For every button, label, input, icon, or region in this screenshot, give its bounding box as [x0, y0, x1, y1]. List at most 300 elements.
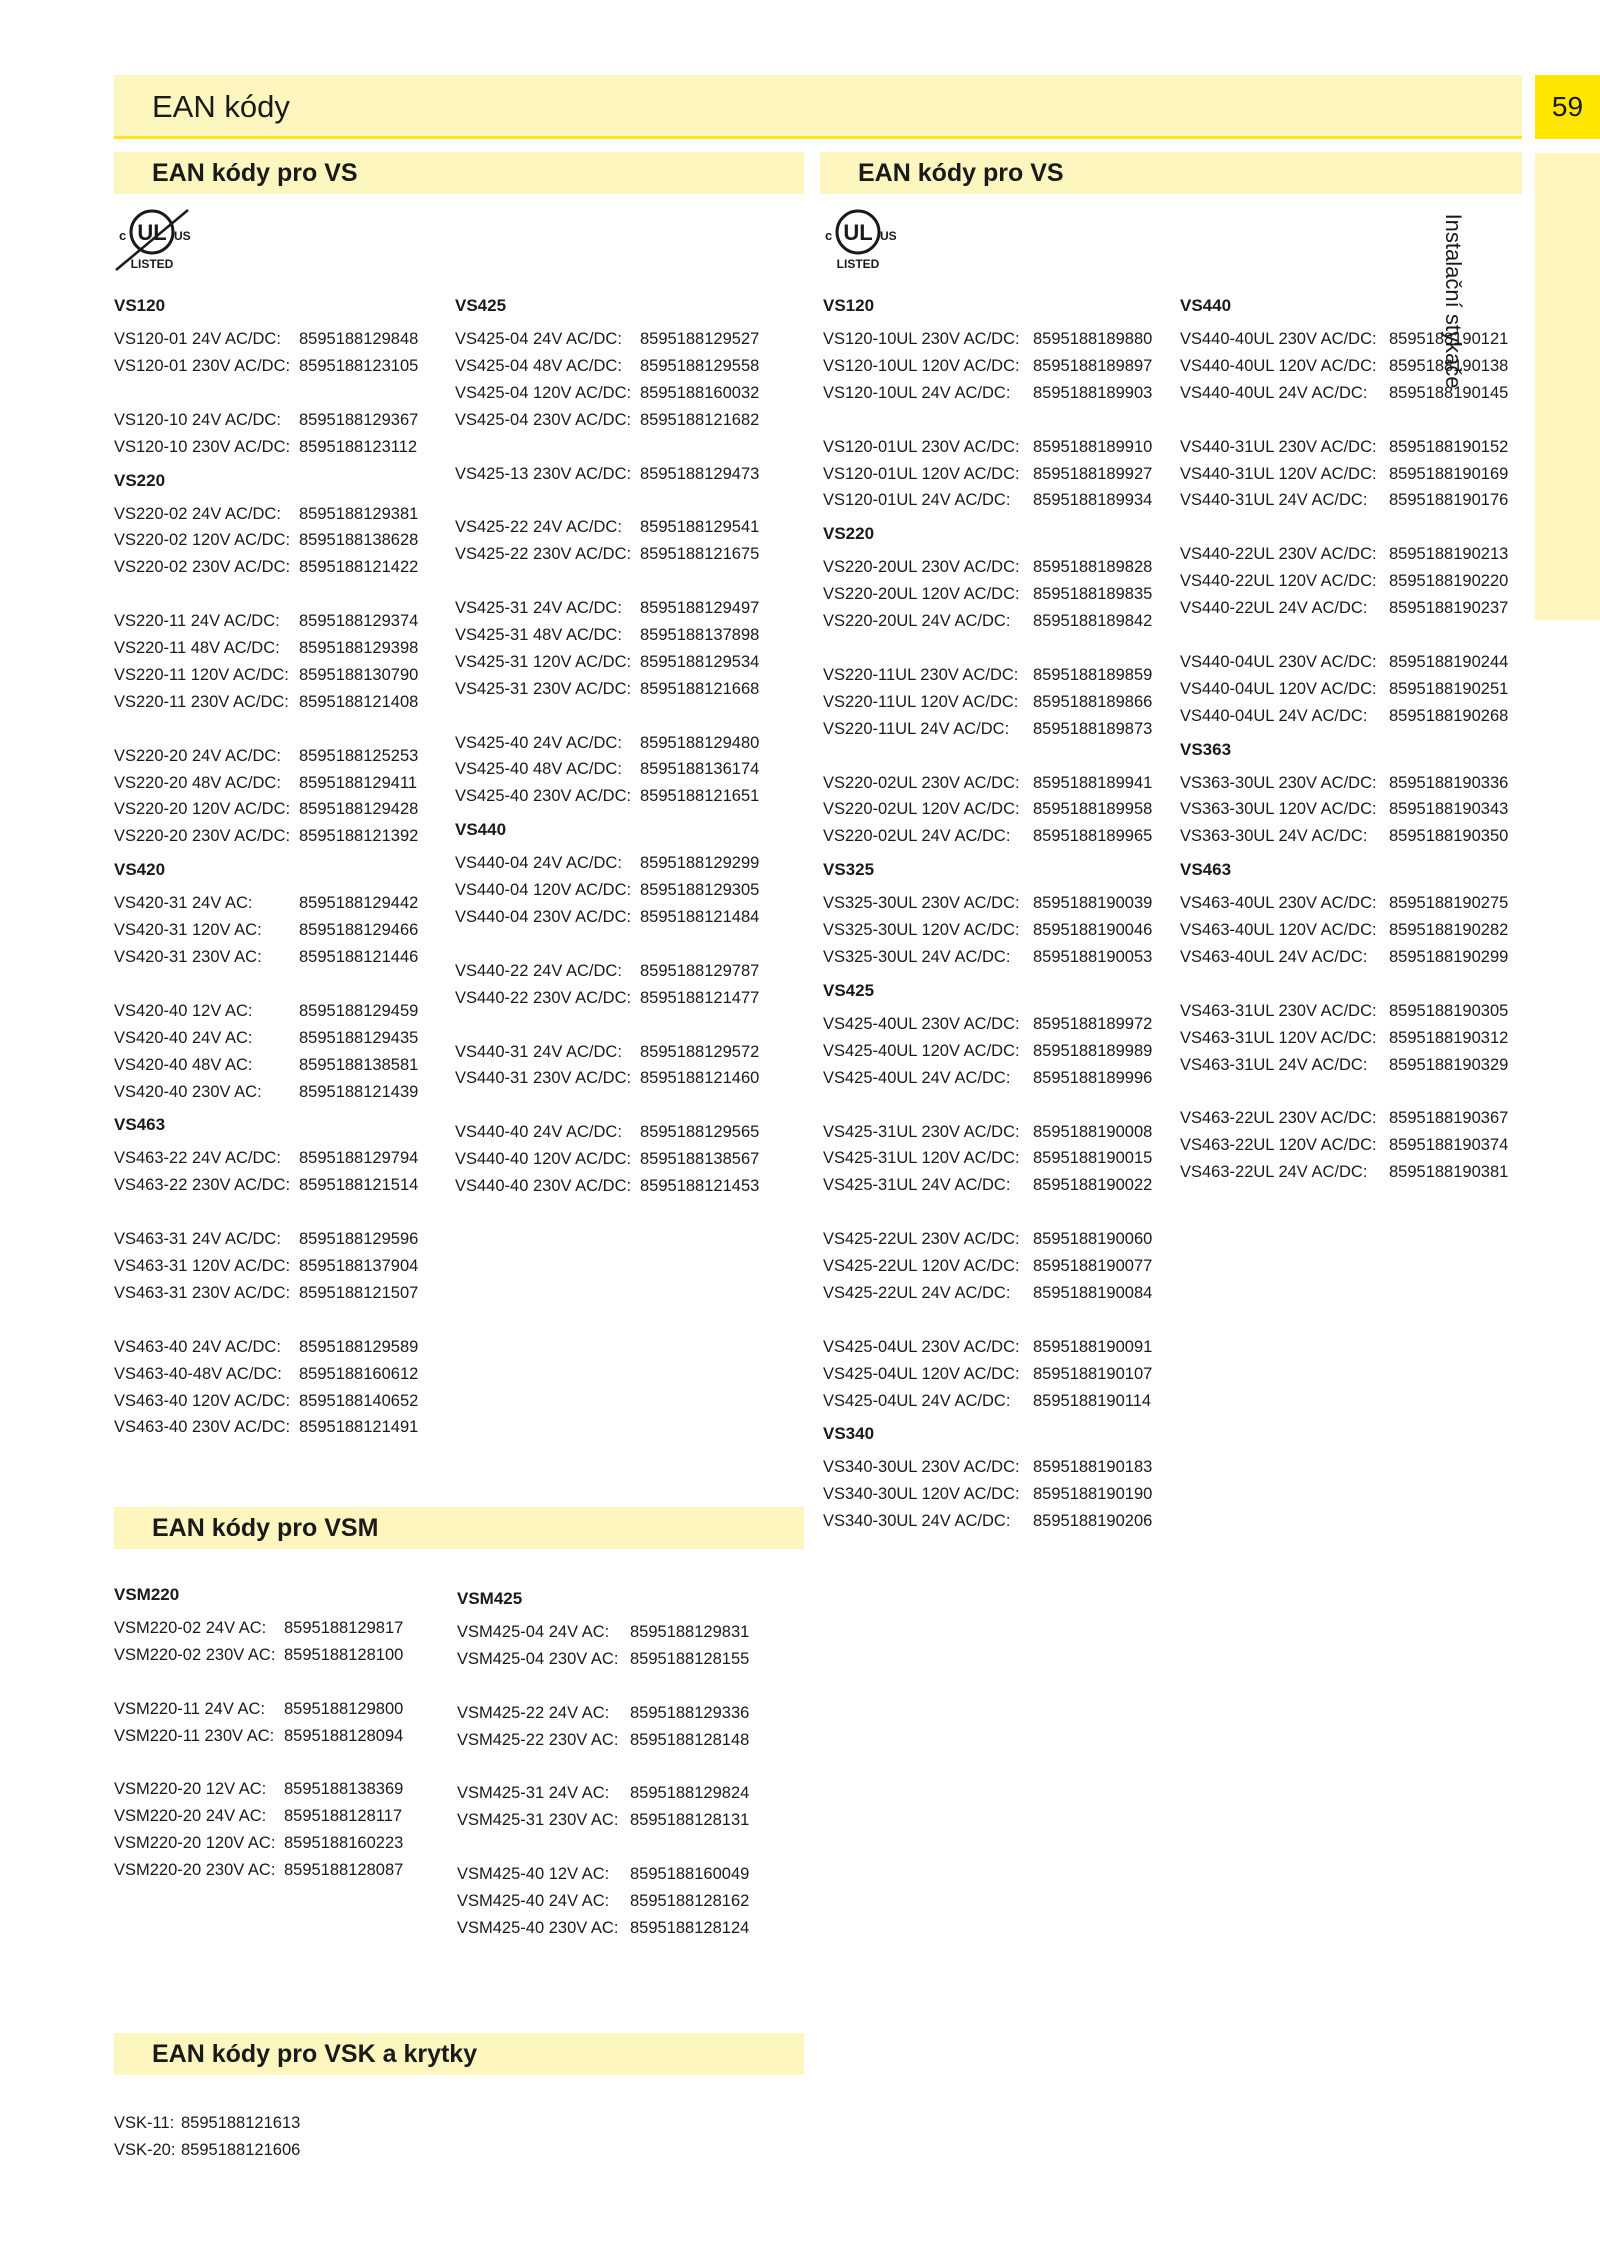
- product-code: VS220-11 48V AC/DC:: [114, 639, 280, 657]
- svg-text:UL: UL: [137, 220, 167, 245]
- product-code: VS463-22UL 230V AC/DC:: [1180, 1109, 1377, 1128]
- section-title: EAN kódy pro VSK a krytky: [152, 2040, 478, 2068]
- ean-code: 8595188190312: [1389, 1028, 1509, 1047]
- side-tab-label: Instalační stykače: [1440, 213, 1466, 389]
- ean-code: 8595188138567: [640, 1150, 760, 1169]
- product-code: VS440-31UL 230V AC/DC:: [1180, 437, 1377, 456]
- product-code: VS425-22 230V AC/DC:: [455, 545, 632, 564]
- product-code: VSM220-11 230V AC:: [114, 1726, 275, 1745]
- ean-code: 8595188128148: [630, 1730, 750, 1749]
- svg-text:c: c: [119, 228, 127, 243]
- ean-code: 8595188190091: [1033, 1337, 1153, 1356]
- ean-code: 8595188190268: [1389, 706, 1509, 725]
- ean-code: 8595188129428: [299, 800, 419, 819]
- ean-code: 8595188137904: [299, 1257, 419, 1275]
- product-code: VS440-40UL 230V AC/DC:: [1180, 330, 1377, 348]
- product-code: VS425-04 230V AC/DC:: [455, 410, 632, 429]
- ean-code: 8595188190015: [1033, 1149, 1153, 1168]
- svg-text:US: US: [880, 229, 897, 243]
- product-code: VSM220-20 12V AC:: [114, 1780, 267, 1799]
- product-code: VS425-40 24V AC/DC:: [455, 733, 622, 752]
- ean-code: 8595188129497: [640, 599, 760, 617]
- ean-code: 8595188190121: [1389, 330, 1509, 348]
- ul-listed-logo: [818, 206, 902, 274]
- ean-code: 8595188129558: [640, 356, 760, 375]
- ean-code: 8595188189927: [1033, 464, 1153, 483]
- section-title: EAN kódy pro VSM: [152, 1514, 379, 1542]
- ean-code: 8595188129527: [640, 330, 760, 348]
- section-title: EAN kódy pro VS: [858, 159, 1064, 187]
- ean-code: 8595188121484: [640, 908, 760, 926]
- product-code: VS425-04UL 24V AC/DC:: [823, 1391, 1011, 1410]
- product-code: VS463-40UL 24V AC/DC:: [1180, 948, 1368, 966]
- product-code: VS120-10 24V AC/DC:: [114, 410, 281, 429]
- ean-code: 8595188129411: [299, 773, 418, 792]
- ean-code: 8595188129374: [299, 612, 419, 631]
- product-code: VS425-04 24V AC/DC:: [455, 330, 622, 348]
- product-code: VS425-31 120V AC/DC:: [455, 652, 632, 671]
- ean-code: 8595188129336: [630, 1703, 750, 1722]
- product-code: VS440-22 24V AC/DC:: [455, 961, 622, 980]
- product-code: VS363-30UL 120V AC/DC:: [1180, 800, 1377, 819]
- product-code: VS220-20 120V AC/DC:: [114, 800, 291, 819]
- product-code: VS363-30UL 24V AC/DC:: [1180, 827, 1368, 846]
- product-code: VS120-01UL 24V AC/DC:: [823, 491, 1011, 510]
- ean-code: 8595188129381: [299, 504, 419, 523]
- ean-code: 8595188128100: [284, 1645, 404, 1664]
- product-code: VS425-22 24V AC/DC:: [455, 518, 622, 537]
- ean-code: 8595188189903: [1033, 383, 1153, 402]
- product-code: VS463-40 230V AC/DC:: [114, 1418, 291, 1437]
- product-group-heading: VS325: [823, 860, 875, 880]
- product-code: VS220-20UL 24V AC/DC:: [823, 612, 1011, 631]
- product-code: VS463-31UL 24V AC/DC:: [1180, 1055, 1368, 1074]
- ean-code: 8595188190169: [1389, 464, 1509, 483]
- product-code: VS463-22UL 120V AC/DC:: [1180, 1136, 1377, 1155]
- ean-code: 8595188190060: [1033, 1230, 1153, 1249]
- ean-code: 8595188190022: [1033, 1176, 1153, 1195]
- ean-code: 8595188190251: [1389, 679, 1509, 698]
- ean-code: 8595188121422: [299, 558, 419, 577]
- ean-code: 8595188189880: [1033, 330, 1153, 348]
- ean-code: 8595188190381: [1389, 1163, 1509, 1182]
- product-code: VS440-40 120V AC/DC:: [455, 1150, 632, 1169]
- product-code: VS440-22UL 24V AC/DC:: [1180, 599, 1368, 617]
- product-code: VS420-31 24V AC:: [114, 894, 253, 913]
- product-code: VS420-40 48V AC:: [114, 1055, 253, 1074]
- product-code: VS440-04UL 230V AC/DC:: [1180, 652, 1377, 671]
- ean-code: 8595188190077: [1033, 1257, 1153, 1275]
- product-code: VS425-31UL 24V AC/DC:: [823, 1176, 1011, 1195]
- product-group-heading: VS120: [823, 296, 875, 315]
- product-code: VS440-04 120V AC/DC:: [455, 881, 632, 900]
- product-code: VS220-20 24V AC/DC:: [114, 746, 281, 765]
- product-group-heading: VS340: [823, 1424, 875, 1444]
- product-code: VSM425-31 230V AC:: [457, 1811, 619, 1830]
- ean-code: 8595188189873: [1033, 719, 1153, 738]
- product-code: VSM425-22 230V AC:: [457, 1730, 619, 1749]
- product-code: VS425-31UL 230V AC/DC:: [823, 1122, 1020, 1141]
- product-code: VS220-02 230V AC/DC:: [114, 558, 291, 577]
- page-header-bar: [114, 75, 1522, 139]
- product-code: VS425-31 24V AC/DC:: [455, 599, 622, 617]
- product-code: VSM425-04 24V AC:: [457, 1623, 610, 1641]
- product-code: VS425-40UL 24V AC/DC:: [823, 1068, 1011, 1087]
- product-code: VS425-04 120V AC/DC:: [455, 383, 632, 402]
- ean-code: 8595188129794: [299, 1149, 419, 1168]
- product-code: VS120-01UL 120V AC/DC:: [823, 464, 1020, 483]
- ean-code: 8595188121613: [181, 2114, 301, 2132]
- ean-code: 8595188129565: [640, 1123, 760, 1142]
- product-group-heading: VS120: [114, 296, 166, 315]
- ean-code: 8595188121668: [640, 679, 760, 698]
- ean-code: 8595188189910: [1033, 437, 1153, 456]
- product-code: VS340-30UL 120V AC/DC:: [823, 1485, 1020, 1504]
- ean-code: 8595188129473: [640, 464, 760, 483]
- ean-code: 8595188189972: [1033, 1014, 1153, 1033]
- product-group-heading: VS425: [455, 296, 507, 315]
- product-code: VS463-31 120V AC/DC:: [114, 1257, 291, 1275]
- product-code: VSM425-40 24V AC:: [457, 1892, 610, 1910]
- product-code: VS463-40UL 120V AC/DC:: [1180, 921, 1377, 940]
- product-group-heading: VS220: [823, 524, 875, 544]
- ean-code: 8595188190343: [1389, 800, 1509, 819]
- product-code: VS425-40UL 230V AC/DC:: [823, 1014, 1020, 1033]
- product-code: VS220-11 230V AC/DC:: [114, 692, 289, 711]
- product-group-heading: VS440: [455, 820, 507, 840]
- ean-code: 8595188190244: [1389, 652, 1509, 671]
- ean-code: 8595188128155: [630, 1649, 750, 1668]
- ean-code: 8595188189897: [1033, 356, 1153, 375]
- ean-code: 8595188121514: [299, 1176, 419, 1195]
- ean-code: 8595188129299: [640, 854, 760, 873]
- ean-code: 8595188128094: [284, 1726, 404, 1745]
- ean-code: 8595188123112: [299, 437, 418, 456]
- ean-code: 8595188138628: [299, 531, 419, 550]
- product-group-heading: VSM425: [457, 1589, 523, 1608]
- ul-listed-logo-crossed: [112, 206, 196, 274]
- section-header-vs-left: [114, 152, 804, 194]
- ean-code: 8595188129305: [640, 881, 760, 900]
- ean-code: 8595188128162: [630, 1892, 750, 1910]
- product-code: VS425-22UL 230V AC/DC:: [823, 1230, 1020, 1249]
- product-code: VS120-10 230V AC/DC:: [114, 437, 291, 456]
- product-code: VS425-04 48V AC/DC:: [455, 356, 622, 375]
- ean-code: 8595188138369: [284, 1780, 404, 1799]
- ean-code: 8595188189965: [1033, 827, 1153, 846]
- product-code: VS120-01 24V AC/DC:: [114, 330, 281, 348]
- ean-code: 8595188140652: [299, 1391, 419, 1410]
- ean-code: 8595188160223: [284, 1834, 404, 1853]
- product-code: VS325-30UL 230V AC/DC:: [823, 894, 1020, 913]
- ean-code: 8595188189828: [1033, 558, 1153, 577]
- product-code: VS120-01UL 230V AC/DC:: [823, 437, 1020, 456]
- product-code: VS463-22UL 24V AC/DC:: [1180, 1163, 1368, 1182]
- product-code: VS463-22 24V AC/DC:: [114, 1149, 281, 1168]
- product-group-heading: VS440: [1180, 296, 1232, 315]
- ean-code: 8595188190145: [1389, 383, 1509, 402]
- product-code: VS440-31UL 120V AC/DC:: [1180, 464, 1377, 483]
- ean-code: 8595188190299: [1389, 948, 1509, 966]
- ean-code: 8595188190107: [1033, 1364, 1153, 1383]
- svg-text:US: US: [174, 229, 191, 243]
- ean-code: 8595188123105: [299, 356, 419, 375]
- product-code: VS220-11UL 230V AC/DC:: [823, 665, 1019, 684]
- ean-code: 8595188129787: [640, 961, 760, 980]
- ean-code: 8595188190039: [1033, 894, 1153, 913]
- product-code: VS440-04UL 24V AC/DC:: [1180, 706, 1368, 725]
- ean-code: 8595188190336: [1389, 773, 1509, 792]
- ean-code: 8595188121453: [640, 1177, 760, 1195]
- product-code: VS440-04 24V AC/DC:: [455, 854, 622, 873]
- ean-code: 8595188128117: [284, 1807, 403, 1826]
- product-code: VSK-20:: [114, 2140, 176, 2159]
- svg-text:LISTED: LISTED: [836, 257, 880, 271]
- ean-code: 8595188190275: [1389, 894, 1509, 913]
- page-number: 59: [1535, 75, 1600, 139]
- ean-code: 8595188190206: [1033, 1512, 1153, 1531]
- product-code: VS425-31 230V AC/DC:: [455, 679, 632, 698]
- section-header-vs-right: [820, 152, 1522, 194]
- product-code: VS425-04UL 230V AC/DC:: [823, 1337, 1020, 1356]
- ean-code: 8595188129596: [299, 1230, 419, 1249]
- ean-code: 8595188190152: [1389, 437, 1509, 456]
- ean-code: 8595188190183: [1033, 1458, 1153, 1477]
- product-code: VS440-22UL 120V AC/DC:: [1180, 572, 1377, 591]
- section-header-vsk: [114, 2033, 804, 2075]
- product-code: VS425-22UL 24V AC/DC:: [823, 1283, 1011, 1302]
- product-code: VS220-11 24V AC/DC:: [114, 612, 280, 631]
- product-code: VS440-40UL 120V AC/DC:: [1180, 356, 1377, 375]
- ean-code: 8595188129480: [640, 733, 760, 752]
- product-code: VS440-31 24V AC/DC:: [455, 1042, 622, 1061]
- ean-code: 8595188129589: [299, 1337, 419, 1356]
- product-code: VS440-22UL 230V AC/DC:: [1180, 545, 1377, 564]
- ean-code: 8595188190176: [1389, 491, 1509, 510]
- product-code: VS220-20 230V AC/DC:: [114, 827, 291, 846]
- ean-code: 8595188160049: [630, 1865, 750, 1884]
- product-code: VS220-11UL 24V AC/DC:: [823, 719, 1010, 738]
- ean-code: 8595188129831: [630, 1623, 750, 1641]
- product-code: VS440-04UL 120V AC/DC:: [1180, 679, 1377, 698]
- ean-code: 8595188121446: [299, 948, 419, 966]
- ean-code: 8595188190138: [1389, 356, 1509, 375]
- product-code: VS425-31UL 120V AC/DC:: [823, 1149, 1020, 1168]
- product-code: VS425-31 48V AC/DC:: [455, 625, 622, 644]
- ean-code: 8595188129466: [299, 921, 419, 940]
- ean-code: 8595188189835: [1033, 585, 1153, 604]
- product-group-heading: VSM220: [114, 1585, 180, 1604]
- ean-code: 8595188121606: [181, 2140, 301, 2159]
- product-code: VS425-13 230V AC/DC:: [455, 464, 632, 483]
- ean-code: 8595188190008: [1033, 1122, 1153, 1141]
- product-code: VS220-02UL 230V AC/DC:: [823, 773, 1020, 792]
- product-code: VS463-31 230V AC/DC:: [114, 1283, 291, 1302]
- product-code: VSM425-40 12V AC:: [457, 1865, 610, 1884]
- ean-code: 8595188190046: [1033, 921, 1153, 940]
- product-code: VS220-11UL 120V AC/DC:: [823, 692, 1019, 711]
- product-group-heading: VS363: [1180, 739, 1232, 759]
- ean-code: 8595188129398: [299, 639, 419, 657]
- ean-code: 8595188190329: [1389, 1055, 1509, 1074]
- ean-code: 8595188121408: [299, 692, 419, 711]
- ean-code: 8595188129848: [299, 330, 419, 348]
- ean-code: 8595188136174: [640, 760, 760, 779]
- ean-code: 8595188121439: [299, 1082, 419, 1101]
- ean-code: 8595188189996: [1033, 1068, 1153, 1087]
- product-code: VS420-40 24V AC:: [114, 1028, 253, 1047]
- ean-code: 8595188129800: [284, 1699, 404, 1718]
- product-code: VS463-31 24V AC/DC:: [114, 1230, 281, 1249]
- product-code: VS220-02 24V AC/DC:: [114, 504, 281, 523]
- ean-code: 8595188129459: [299, 1001, 419, 1020]
- product-code: VS363-30UL 230V AC/DC:: [1180, 773, 1377, 792]
- product-code: VS420-40 12V AC:: [114, 1001, 253, 1020]
- product-code: VS120-10UL 230V AC/DC:: [823, 330, 1020, 348]
- ean-code: 8595188189934: [1033, 491, 1153, 510]
- svg-text:c: c: [825, 228, 833, 243]
- ean-code: 8595188160032: [640, 383, 760, 402]
- ean-code: 8595188121675: [640, 545, 760, 564]
- product-code: VS440-40 230V AC/DC:: [455, 1177, 632, 1195]
- product-code: VS463-31UL 120V AC/DC:: [1180, 1028, 1377, 1047]
- svg-text:LISTED: LISTED: [130, 257, 174, 271]
- product-code: VS220-02 120V AC/DC:: [114, 531, 291, 550]
- ean-code: 8595188121651: [640, 787, 760, 806]
- product-code: VS425-22UL 120V AC/DC:: [823, 1257, 1020, 1275]
- ean-code: 8595188189989: [1033, 1041, 1153, 1060]
- product-code: VS440-31 230V AC/DC:: [455, 1069, 632, 1088]
- svg-text:UL: UL: [843, 220, 873, 245]
- ean-code: 8595188190053: [1033, 948, 1153, 966]
- ean-code: 8595188129534: [640, 652, 760, 671]
- ean-code: 8595188138581: [299, 1055, 419, 1074]
- ean-code: 8595188189958: [1033, 800, 1153, 819]
- product-code: VS440-40 24V AC/DC:: [455, 1123, 622, 1142]
- product-group-heading: VS425: [823, 980, 875, 1000]
- ean-code: 8595188121491: [299, 1418, 419, 1437]
- ean-code: 8595188129541: [640, 518, 760, 537]
- ean-code: 8595188190282: [1389, 921, 1509, 940]
- ean-code: 8595188189842: [1033, 612, 1153, 631]
- section-title: EAN kódy pro VS: [152, 159, 358, 187]
- ean-code: 8595188190237: [1389, 599, 1509, 617]
- product-code: VS420-40 230V AC:: [114, 1082, 262, 1101]
- product-group-heading: VS420: [114, 860, 166, 880]
- product-code: VS120-10UL 24V AC/DC:: [823, 383, 1011, 402]
- ean-code: 8595188190213: [1389, 545, 1509, 564]
- ean-code: 8595188129367: [299, 410, 419, 429]
- product-code: VS425-40 230V AC/DC:: [455, 787, 632, 806]
- product-code: VS340-30UL 24V AC/DC:: [823, 1512, 1011, 1531]
- product-group-heading: VS463: [1180, 860, 1232, 880]
- product-code: VS463-31UL 230V AC/DC:: [1180, 1001, 1377, 1020]
- product-code: VS425-40UL 120V AC/DC:: [823, 1041, 1020, 1060]
- product-code: VS220-20UL 230V AC/DC:: [823, 558, 1020, 577]
- ean-code: 8595188129572: [640, 1042, 760, 1061]
- product-code: VS440-04 230V AC/DC:: [455, 908, 632, 926]
- ean-code: 8595188190220: [1389, 572, 1509, 591]
- product-code: VS425-04UL 120V AC/DC:: [823, 1364, 1020, 1383]
- product-code: VS325-30UL 120V AC/DC:: [823, 921, 1020, 940]
- ean-code: 8595188190350: [1389, 827, 1509, 846]
- product-code: VS220-02UL 24V AC/DC:: [823, 827, 1011, 846]
- ean-code: 8595188125253: [299, 746, 419, 765]
- ean-code: 8595188190084: [1033, 1283, 1153, 1302]
- ean-code: 8595188189941: [1033, 773, 1153, 792]
- product-code: VS463-40 24V AC/DC:: [114, 1337, 281, 1356]
- ean-code: 8595188190114: [1033, 1391, 1152, 1410]
- ean-code: 8595188190374: [1389, 1136, 1509, 1155]
- product-group-heading: VS463: [114, 1115, 166, 1135]
- product-code: VSM425-31 24V AC:: [457, 1784, 610, 1803]
- ean-code: 8595188128124: [630, 1918, 750, 1937]
- product-code: VSM425-40 230V AC:: [457, 1918, 619, 1937]
- product-code: VSM220-02 24V AC:: [114, 1619, 267, 1637]
- product-code: VS220-02UL 120V AC/DC:: [823, 800, 1020, 819]
- product-code: VS220-20 48V AC/DC:: [114, 773, 281, 792]
- ean-code: 8595188129435: [299, 1028, 419, 1047]
- product-code: VSM220-20 230V AC:: [114, 1861, 276, 1880]
- ean-code: 8595188137898: [640, 625, 760, 644]
- ean-code: 8595188121460: [640, 1069, 760, 1088]
- ean-code: 8595188129817: [284, 1619, 404, 1637]
- ean-code: 8595188189866: [1033, 692, 1153, 711]
- product-code: VSM220-11 24V AC:: [114, 1699, 266, 1718]
- ean-code: 8595188121477: [640, 988, 760, 1007]
- product-code: VS120-01 230V AC/DC:: [114, 356, 291, 375]
- product-code: VS120-10UL 120V AC/DC:: [823, 356, 1020, 375]
- product-code: VSM425-22 24V AC:: [457, 1703, 610, 1722]
- product-code: VS420-31 230V AC:: [114, 948, 262, 966]
- product-code: VS340-30UL 230V AC/DC:: [823, 1458, 1020, 1477]
- product-code: VSM220-20 120V AC:: [114, 1834, 276, 1853]
- page-title: EAN kódy: [152, 89, 290, 124]
- product-code: VS463-40 120V AC/DC:: [114, 1391, 291, 1410]
- product-code: VSM220-20 24V AC:: [114, 1807, 267, 1826]
- ean-code: 8595188130790: [299, 665, 419, 684]
- product-code: VS463-40-48V AC/DC:: [114, 1364, 282, 1383]
- ean-code: 8595188128131: [630, 1811, 750, 1830]
- ean-code: 8595188189859: [1033, 665, 1153, 684]
- ean-code: 8595188160612: [299, 1364, 419, 1383]
- product-code: VSK-11:: [114, 2114, 175, 2132]
- product-code: VSM425-04 230V AC:: [457, 1649, 619, 1668]
- product-code: VSM220-02 230V AC:: [114, 1645, 276, 1664]
- ean-code: 8595188190305: [1389, 1001, 1509, 1020]
- product-code: VS220-11 120V AC/DC:: [114, 665, 289, 684]
- product-code: VS440-31UL 24V AC/DC:: [1180, 491, 1368, 510]
- product-group-heading: VS220: [114, 470, 166, 490]
- product-code: VS440-40UL 24V AC/DC:: [1180, 383, 1368, 402]
- product-code: VS420-31 120V AC:: [114, 921, 262, 940]
- product-code: VS325-30UL 24V AC/DC:: [823, 948, 1011, 966]
- ean-code: 8595188129442: [299, 894, 419, 913]
- product-code: VS425-40 48V AC/DC:: [455, 760, 622, 779]
- product-code: VS463-22 230V AC/DC:: [114, 1176, 291, 1195]
- ean-code: 8595188128087: [284, 1861, 404, 1880]
- ean-code: 8595188190367: [1389, 1109, 1509, 1128]
- ean-code: 8595188129824: [630, 1784, 750, 1803]
- product-code: VS440-22 230V AC/DC:: [455, 988, 632, 1007]
- ean-code: 8595188121507: [299, 1283, 419, 1302]
- product-code: VS463-40UL 230V AC/DC:: [1180, 894, 1377, 913]
- ean-code: 8595188121682: [640, 410, 760, 429]
- ean-code: 8595188121392: [299, 827, 419, 846]
- ean-code: 8595188190190: [1033, 1485, 1153, 1504]
- section-header-vsm: [114, 1507, 804, 1549]
- product-code: VS220-20UL 120V AC/DC:: [823, 585, 1020, 604]
